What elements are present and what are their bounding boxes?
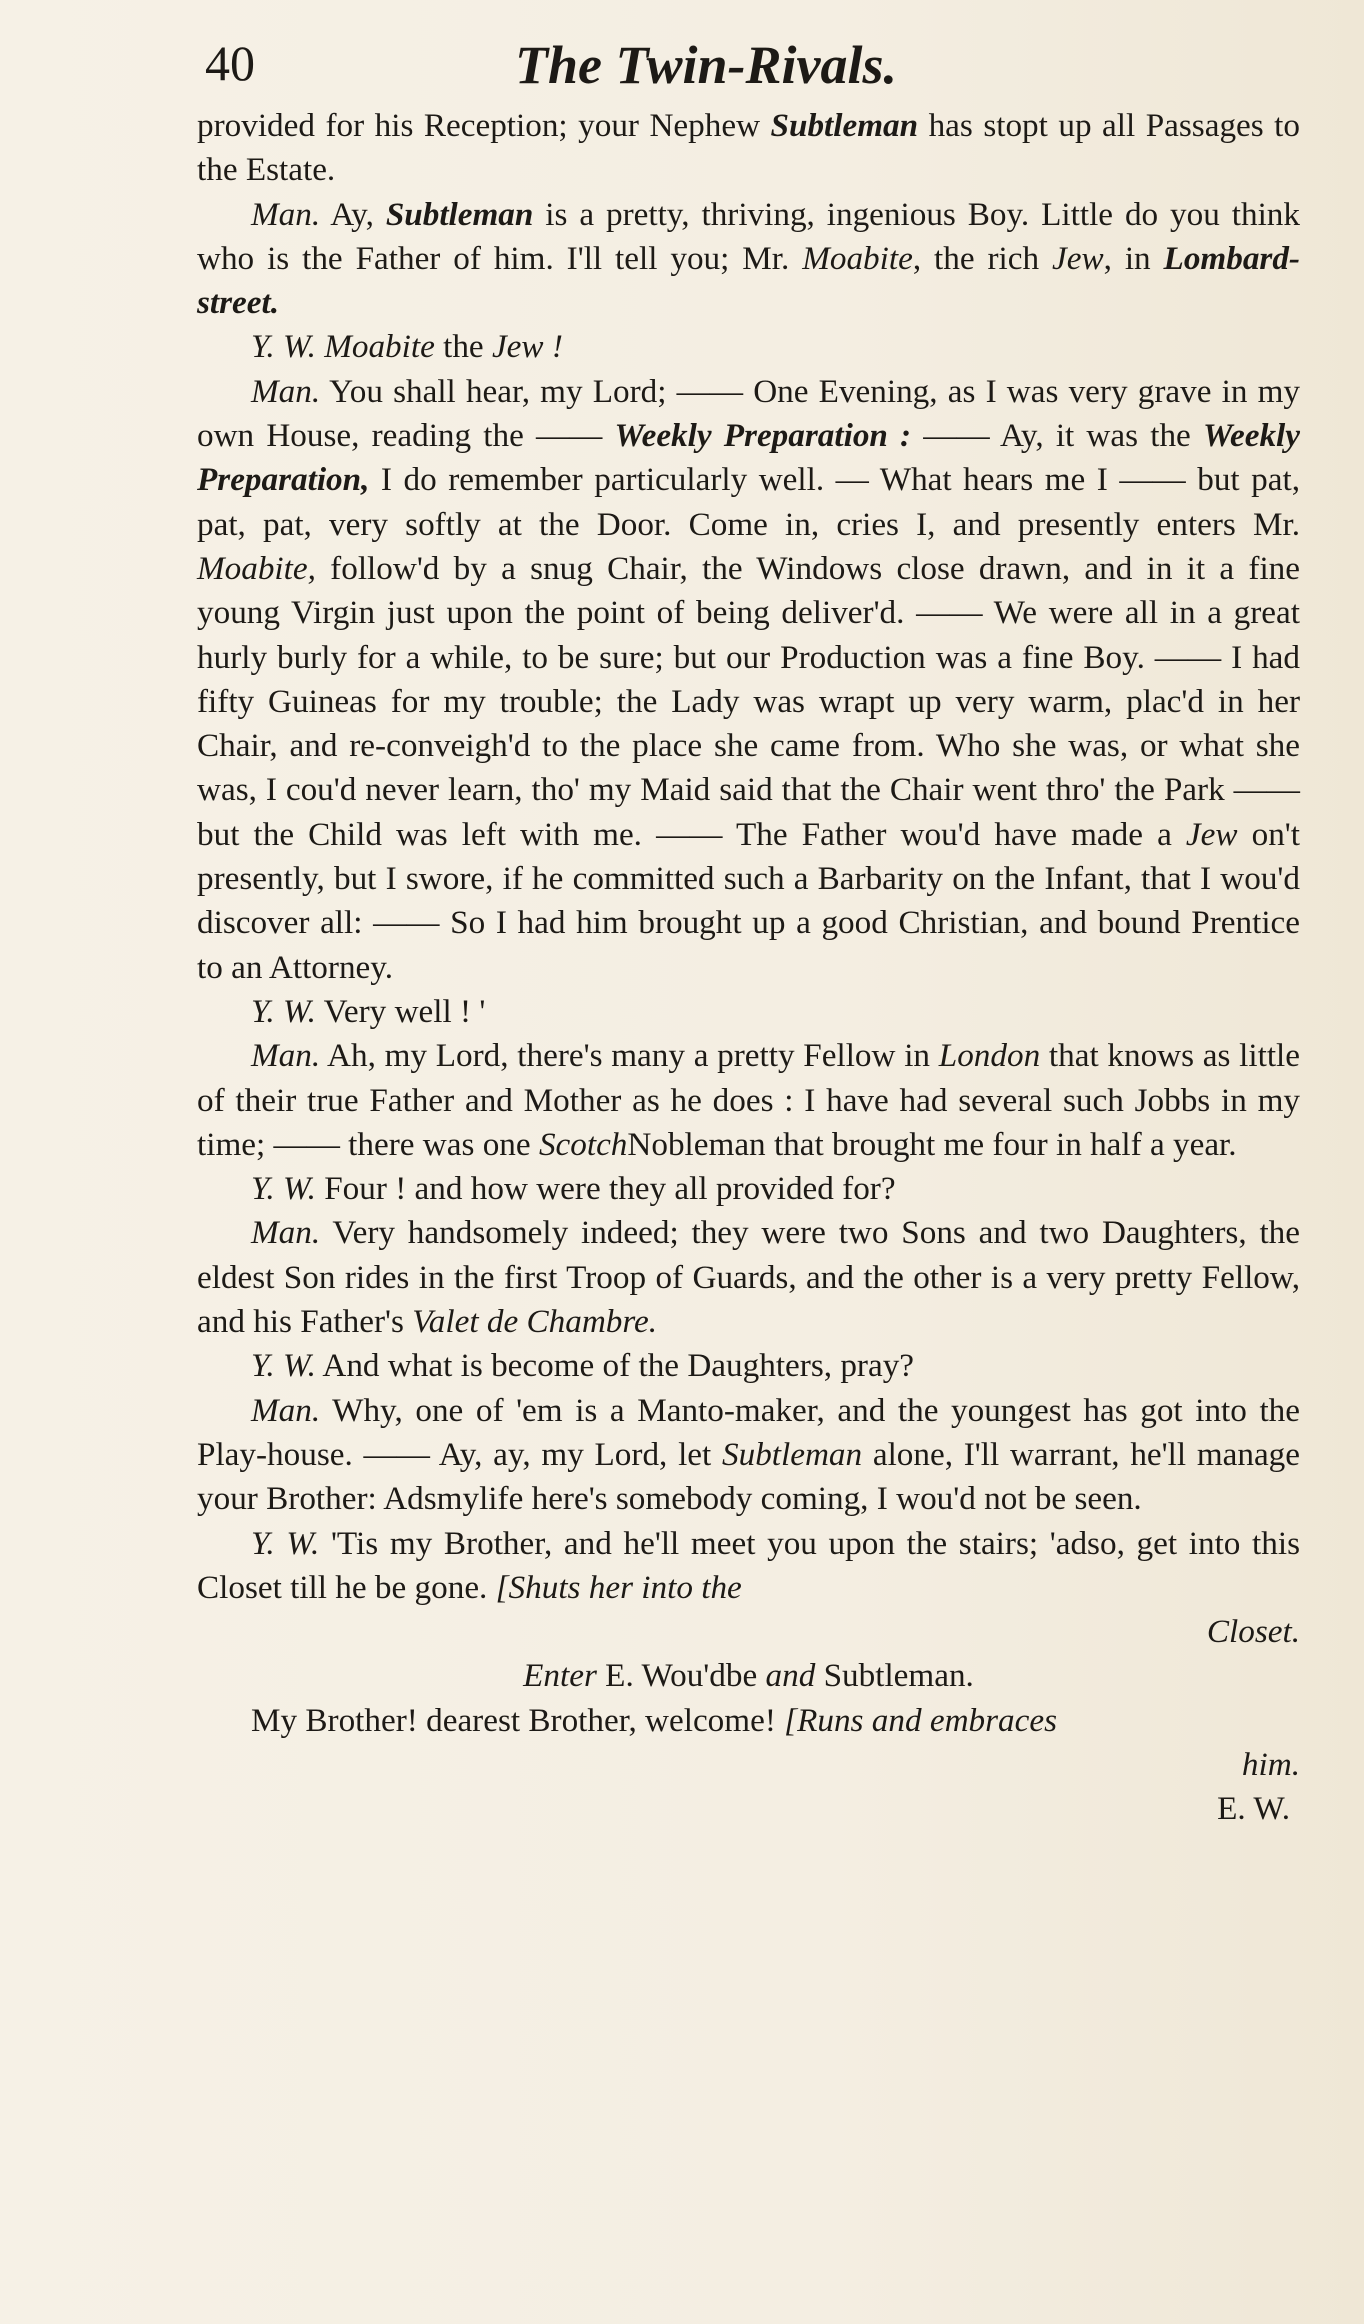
speaker-label: Y. W. [251,1170,316,1208]
entrance-direction: Enter E. Wou'dbe and Subtleman. [523,1657,974,1695]
stage-direction: [Shuts her into the [495,1568,742,1606]
speaker-label: Man. [251,1037,321,1075]
catchword: E. W. [1217,1790,1290,1828]
speaker-label: Man. [251,1214,321,1252]
stage-direction-end: Closet. [1206,1613,1300,1651]
speech-yw-2: Y. W. Very well ! ' [251,992,486,1030]
speech-man-5: Man. Why, one of 'em is a Manto-maker, and the youngest has got into the Play-house. —— Ay, ay, my Lord, let Subtleman alone, I'll warrant, he'll manage your Brother: Adsmylife here's somebody coming, I wou'd not be seen. [197,1391,1301,1518]
speech-man-4: Man. Very handsomely indeed; they were two Sons and two Daughters, the eldest Son rides in the first Troop of Guards, and the other is a very pretty Fellow, and his Father's Valet de Chambre. [197,1214,1300,1341]
page-header [205,34,1305,104]
speaker-label: Man. [251,195,321,233]
running-title: The Twin-Rivals. [515,35,898,95]
speech-man-3: Man. Ah, my Lord, there's many a pretty Fellow in London that knows as little of their true Father and Mother as he does : I have had several such Jobbs in my time; —— there was one ScotchNobleman that brought me four in half a year. [197,1037,1300,1163]
speaker-label: Y. W. [251,992,316,1030]
stage-direction-end: him. [1241,1745,1300,1783]
speech-man-1: Man. Ay, Subtleman is a pretty, thriving, ingenious Boy. Little do you think who is the Father of him. I'll tell you; Mr. Moabite, the rich Jew, in Lombard-street. [197,195,1300,322]
speech-yw-5: Y. W. 'Tis my Brother, and he'll meet you upon the stairs; 'adso, get into this Closet till he be gone. [Shuts her into the Closet. [197,1522,1300,1655]
speaker-label: Man. [251,1391,321,1429]
page-number: 40 [205,35,255,91]
speech-yw-4: Y. W. And what is become of the Daughters, pray? [251,1347,915,1385]
stage-direction: [Runs and embraces [784,1701,1058,1739]
page-body [197,104,1300,1832]
speech-man-2: Man. You shall hear, my Lord; —— One Evening, as I was very grave in my own House, reading the —— Weekly Preparation : —— Ay, it was the Weekly Preparation, I do remember particularly well. — What hears me I —— but pat, pat, pat, very softly at the Door. Come in, cries I, and presently enters Mr. Moabite, follow'd by a snug Chair, the Windows close drawn, and in it a fine young Virgin just upon the point of being deliver'd. —— We were all in a great hurly burly for a while, to be sure; but our Production was a fine Boy. —— I had fifty Guineas for my trouble; the Lady was wrapt up very warm, plac'd in her Chair, and re-conveigh'd to the place she came from. Who she was, or what she was, I cou'd never learn, tho' my Maid said that the Chair went thro' the Park —— but the Child was left with me. —— The Father wou'd have made a Jew on't presently, but I swore, if he committed such a Barbarity on the Infant, that I wou'd discover all: —— So I had him brought up a good Christian, and bound Prentice to an Attorney. [197,372,1301,986]
speaker-label: Y. W. [251,328,316,366]
speaker-label: Y. W. [251,1347,316,1385]
speaker-label: Man. [251,372,321,410]
paragraph-continuation: provided for his Reception; your Nephew Subtleman has stopt up all Passages to the Estate. [197,107,1300,189]
speech-yw-6: My Brother! dearest Brother, welcome! [Runs and embraces him. [197,1699,1300,1788]
speech-yw-3: Y. W. Four ! and how were they all provided for? [251,1170,896,1208]
speech-yw-1: Y. W. Moabite the Jew ! [251,328,563,366]
speaker-label: Y. W. [251,1524,320,1562]
